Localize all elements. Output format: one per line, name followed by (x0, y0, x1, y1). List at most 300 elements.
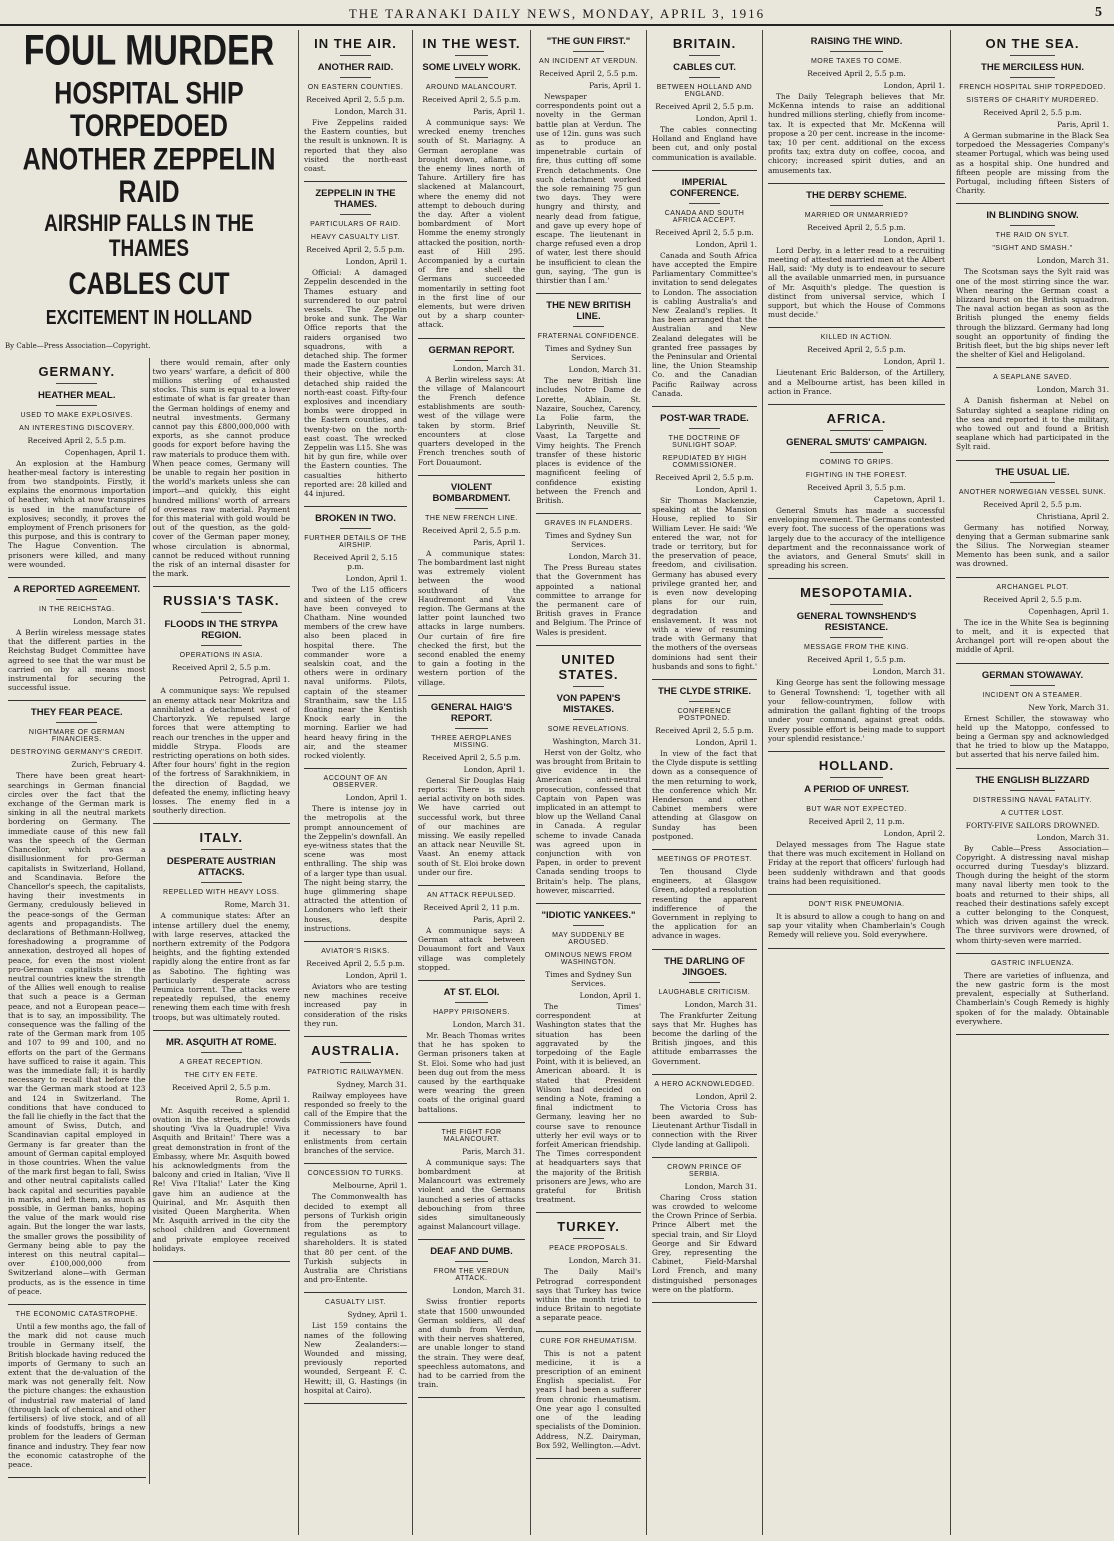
section-subheading: "THE GUN FIRST." (546, 36, 631, 47)
article (956, 210, 1109, 359)
article-body: A Berlin wireless message states that the different parties in the Reichstag Budget Committee have agreed to see that the war must be carried on by all means most instrumental for securing the successful issue. (8, 628, 146, 693)
article-body: Ernest Schiller, the stowaway who held up the Matoppo, confessed to being a German spy and acknowledged that he tried to blow up the Matappo, but asserted that his nerve failed him. (956, 713, 1109, 760)
section-kicker: ARCHANGEL PLOT. (996, 583, 1069, 591)
place-dateline: Rome, April 1. (235, 1094, 290, 1104)
section-subheading: ZEPPELIN IN THE THAMES. (315, 188, 396, 211)
place-dateline: London, April 2. (883, 828, 945, 838)
section-subheading: VON PAPEN'S MISTAKES. (556, 692, 621, 715)
received-dateline: Received April 2, 5.5 p.m. (27, 435, 126, 445)
section-kicker: NIGHTMARE OF GERMAN FINANCIERS. (28, 729, 125, 744)
article-body: The Frankfurter Zeitung says that Mr. Hughes has become the darling of the British jingoes, and this attitude embarrasses the Government. (652, 1010, 757, 1066)
article-separator (153, 586, 291, 587)
section-subheading: GENERAL TOWNSHEND'S RESISTANCE. (796, 611, 917, 634)
place-dateline: London, April 1. (883, 234, 945, 244)
article-body: Mr. Beach Thomas writes that he has spoken to German prisoners taken at St. Eloi. Some who had just been dug out from the mess caused by the earthquake were wearing the green coats of the original guard battalions. (418, 1031, 525, 1114)
section-subheading: DESPERATE AUSTRIAN ATTACKS. (166, 856, 276, 879)
article-separator (768, 578, 945, 579)
article-body: Aviators who are testing new machines receive increased pay in consideration of the risks they run. (304, 982, 407, 1028)
heading-rule (201, 882, 242, 883)
received-dateline: Received April 2, 11 p.m. (808, 816, 905, 826)
article (768, 758, 945, 886)
article-separator (956, 768, 1109, 769)
section-kicker: CASUALTY LIST. (324, 1299, 387, 1307)
section-kicker: PEACE PROPOSALS. (549, 1245, 628, 1253)
place-dateline: London, March 31. (334, 107, 407, 116)
article (304, 775, 407, 933)
received-dateline: Times and Sydney Sun Services. (545, 969, 632, 988)
section-kicker: USED TO MAKE EXPLOSIVES. (20, 411, 133, 419)
heading-rule (573, 925, 605, 926)
place-dateline: London, April 2. (695, 1091, 757, 1101)
article-body: A German submarine in the Black Sea torpedoed the Messageries Company's steamer Portugal, which was being used as a hospital ship. One hundred and fifteen people are missing from the Portugal, including fifteen Sisters of Charity. (956, 131, 1109, 196)
heading-rule (1010, 790, 1056, 791)
heading-rule (573, 51, 605, 52)
section-kicker: THE RAID ON SYLT. (995, 232, 1070, 240)
received-dateline: Received April 2, 5.5 p.m. (655, 227, 754, 237)
article-separator (153, 823, 291, 824)
place-dateline: London, March 31. (452, 1020, 525, 1029)
article (536, 300, 641, 505)
article-body: By Cable—Press Association—Copyright. A distressing naval mishap occurred during Tuesday's blizzard. Though during the height of the storm many naval liberty men took to the boats and returned to their ships, all reached their destinations safely except a cutter belonging to the Conquest, which was driven against the wreck. The three survivors were drowned, of whom thirty-seven were married. (956, 843, 1109, 945)
place-dateline: Washington, March 31. (552, 736, 641, 746)
article-body: There are varieties of influenza, and the new gastric form is the most prevalent, especially at Sutherland. Chamberlain's Cough Remedy is highly spoken of for the malady. Obtainable everywhere. (956, 970, 1109, 1026)
section-kicker: MARRIED OR UNMARRIED? (804, 211, 909, 219)
received-dateline: Received April 2, 5.5 p.m. (807, 222, 906, 232)
section-heading: TURKEY. (557, 1219, 620, 1235)
article-body: Delayed messages from The Hague state that there was much excitement in Holland on Friday at the report that officers' furlough had been suddenly withdrawn and that goods trains had been requisitioned. (768, 839, 945, 886)
section-subheading: CABLES CUT. (673, 62, 736, 73)
article-separator (956, 460, 1109, 461)
received-dateline: Received April 2, 5.5 p.m. (655, 725, 754, 735)
article-body: Sir Thomas Mackenzie, speaking at the Mansion House, replied to Sir William Lever. He said: 'We entered the war, not for trade or territory, but for the preservation of peace, freedom, and civilisation. Germany has abused every privilege granted her, and is even now developing plans for our ruin, degradation and enslavement. It was not with a view of resuming trade with Germany that the mothers of the overseas dominions had sent their husbands and sons to fight.' (652, 496, 758, 671)
section-subheading: GENERAL SMUTS' CAMPAIGN. (786, 437, 927, 449)
section-subheading: FLOODS IN THE STRYPA REGION. (164, 619, 278, 642)
received-dateline: Received April 2, 5.5 p.m. (422, 525, 521, 535)
article-separator (418, 1122, 525, 1123)
received-dateline: Received April 2, 11 p.m. (423, 902, 520, 912)
banner-airship-thames: AIRSHIP FALLS IN THE THAMES (44, 210, 254, 262)
section-heading: RUSSIA'S TASK. (162, 593, 280, 609)
article-separator (956, 1034, 1109, 1035)
heading-rule (1010, 225, 1056, 226)
place-dateline: Paris, April 1. (473, 107, 525, 116)
section-kicker: CONFERENCE POSTPONED. (677, 707, 732, 722)
article-body: Two of the L15 officers and sixteen of the crew have been conveyed to Chatham. Nine wounded members of the crew have also been placed in hospital there. The commander wore a sealskin coat, and the others were in ordinary naval uniforms. Pilots, captain of the steamer Stranthaim, saw the L15 floating near the Kentish Knock early in the morning. Earlier we had heard heavy firing in the air, and the steamer rocked violently. (304, 585, 407, 760)
heading-rule (340, 214, 371, 215)
column-verdun-usa (530, 30, 646, 1535)
section-subheading: THE NEW BRITISH LINE. (546, 300, 631, 323)
section-kicker: FRATERNAL CONFIDENCE. (537, 333, 640, 341)
received-dateline: Times and Sydney Sun Services. (545, 344, 632, 363)
section-kicker: A SEAPLANE SAVED. (993, 374, 1072, 382)
received-dateline: Received April 1, 5.5 p.m. (807, 655, 906, 665)
article-body: Germany has notified Norway, denying that a German submarine sank the Silius. The Norwegian steamer Memento has been sunk, and a sailor was drowned. (956, 522, 1109, 569)
article-separator (768, 404, 945, 405)
place-dateline: London, April 1. (463, 764, 525, 774)
section-kicker: COMING TO GRIPS. (819, 459, 894, 467)
article-separator (8, 1477, 146, 1478)
section-subheading: HEATHER MEAL. (38, 389, 116, 401)
section-kicker: AN INCIDENT AT VERDUN. (539, 58, 638, 65)
place-dateline: London, April 1. (695, 737, 757, 747)
section-subkicker: A CUTTER LOST. (1000, 809, 1064, 817)
section-kicker: PARTICULARS OF RAID. (310, 221, 401, 229)
article (153, 593, 291, 815)
article-body: A communique says: We wrecked enemy trenches south of St. Mariagny. A German aeroplane was brought down, aflame, in the enemy lines north of Tahure. Artillery fire has slackened at Malancourt, where the enemy did not attempt to debouch during the day. After a violent bombardment of Mort Homme the enemy strongly attacked the position, north-east of Hill 295. Accompanied by a curtain of fire and shell the Germans succeeded momentarily in setting foot in the first line of our elements, but were driven out by a sharp counter-attack. (418, 118, 525, 330)
article-body: An explosion at the Hamburg heather-meal factory is interesting from two standpoints. Firstly, it explains the enormous importation of heather, which at now transpires is used in the manufacture of explosives; secondly, it proves the employment of French prisoners for this purpose, and this is contrary to The Hague Convention. The prisoners were killed, and many were wounded. (8, 458, 146, 569)
section-subheading: DEAF AND DUMB. (430, 1246, 513, 1258)
article-body: A communique says: A German attack between Douaumont fort and Vaux village was completely stopped. (418, 925, 525, 972)
article-body: A communique says: We repulsed an enemy attack near Mokritza and annihilated a detachment west of Chartoryzk. We repulsed large forces that were attempting to reach our trenches in the upper and middle Strypa. Floods are restricting operations on both sides. After four hours' fight in the region of the fortress of Sarakhnikiem, in the direction of Bagdad, we defeated the enemy, inflicting heavy losses. The enemy fled in a southerly direction. (152, 686, 290, 816)
heading-rule (689, 701, 721, 702)
place-dateline: London, March 31. (1036, 832, 1109, 842)
article-separator (956, 577, 1109, 578)
section-kicker: MEETINGS OF PROTEST. (657, 855, 752, 863)
place-dateline: London, April 1. (883, 357, 945, 367)
article (304, 188, 407, 498)
place-dateline: Paris, April 1. (473, 537, 525, 547)
heading-rule (455, 728, 487, 729)
article-separator (652, 406, 757, 407)
section-subheading: A REPORTED AGREEMENT. (13, 584, 140, 596)
place-dateline: Paris, April 2. (473, 914, 525, 924)
article-body: Charing Cross station was crowded to welcome the Crown Prince of Serbia. Prince Albert met the special train, and Sir Lloyd George and Sir Edward Grey, representing the Cabinet, Field-Marshal Lord French, and many distinguished personages were on the platform. (652, 1192, 757, 1294)
received-dateline: Received April 2, 5.5 p.m. (655, 102, 754, 111)
article-separator (153, 1261, 291, 1262)
received-dateline: FORTY-FIVE SAILORS DROWNED. (965, 820, 1100, 830)
article (652, 1164, 757, 1294)
section-kicker: FURTHER DETAILS OF THE AIRSHIP. (304, 535, 407, 550)
place-dateline: London, April 1. (695, 239, 757, 249)
place-dateline: London, March 31. (684, 1181, 757, 1191)
section-kicker: CURE FOR RHEUMATISM. (540, 1337, 637, 1345)
place-dateline: Copenhagen, April 1. (64, 447, 146, 457)
article (536, 652, 641, 895)
heading-rule (201, 612, 242, 613)
article-body: King George has sent the following message to General Townshend: 'I, together with all your fellow-countrymen, follow with admiration the gallant fighting of the troops under your command, against great odds. Every possible effort is being made to support your splendid resistance.' (768, 678, 945, 743)
section-subkicker: "SIGHT AND SMASH." (992, 245, 1073, 253)
place-dateline: London, March 31. (1036, 256, 1109, 266)
article (418, 36, 525, 330)
article-body: There is intense joy in the metropolis at the prompt announcement of the Zeppelin's downfall. An eye-witness states that the scene was most enthralling. The ship was of a larger type than usual. The night being starry, the huge glimmering shape attracted the attention of Londoners who left their houses, despite instructions. (304, 804, 407, 933)
article-separator (304, 941, 407, 942)
heading-rule (1010, 55, 1056, 56)
place-dateline: Paris, April 1. (589, 81, 641, 90)
article-body: A communique says: The bombardment at Malancourt was extremely violent and the Germans launched a series of attacks debouching from three sides simultaneously against Malancourt village. (418, 1157, 525, 1232)
section-subkicker: THE CITY EN FETE. (184, 1071, 259, 1079)
place-dateline: London, April 1. (579, 990, 641, 1000)
article-body: The Daily Telegraph believes that Mr. McKenna intends to raise an additional hundred millions sterling, chiefly from income-tax. It is expected that Mr. McKenna will propose a 20 per cent. increase in the income-tax; 10 per cent. additional on the excess profits tax; extra duty on coffee, cocoa, and chicory; increased spirit duties, and an amusements tax. (768, 92, 945, 175)
place-dateline: London, March 31. (1036, 385, 1109, 395)
article-separator (956, 953, 1109, 954)
section-kicker: BUT WAR NOT EXPECTED. (806, 805, 907, 813)
received-dateline: Received April 2, 5.5 p.m. (306, 245, 405, 255)
article (768, 411, 945, 570)
article-separator (304, 1403, 407, 1404)
article-separator (652, 1157, 757, 1158)
section-subkicker: SISTERS OF CHARITY MURDERED. (966, 97, 1099, 104)
heading-rule (1010, 685, 1056, 686)
article (768, 901, 945, 940)
article-separator (418, 885, 525, 886)
section-kicker: CROWN PRINCE OF SERBIA. (667, 1163, 742, 1178)
article-separator (768, 183, 945, 184)
heading-rule (573, 686, 605, 687)
heading-rule (340, 77, 371, 78)
heading-rule (830, 604, 883, 605)
article (418, 482, 525, 687)
place-dateline: London, March 31. (568, 1256, 641, 1266)
article-separator (418, 1397, 525, 1398)
received-dateline: Received April 2, 5.5 p.m. (172, 1082, 271, 1092)
heading-rule (340, 55, 371, 56)
heading-rule (573, 1238, 605, 1239)
heading-rule (1010, 77, 1056, 78)
place-dateline: New York, March 31. (1028, 702, 1109, 712)
section-kicker: CANADA AND SOUTH AFRICA ACCEPT. (664, 209, 745, 224)
section-kicker: AN ATTACK REPULSED. (427, 891, 516, 899)
article-body: List 159 contains the names of the following New Zealanders:—Wounded and missing, previously reported wounded, Sergeant F. C. Hewitt; ill, G. Hastings (in hospital at Cairo). (304, 1321, 407, 1395)
article-separator (418, 338, 525, 339)
column-front (0, 30, 298, 1535)
section-heading: IN THE WEST. (422, 36, 521, 51)
place-dateline: London, March 31. (452, 363, 525, 373)
article (956, 670, 1109, 760)
section-kicker: ANOTHER NORWEGIAN VESSEL SUNK. (958, 488, 1107, 496)
article-separator (418, 695, 525, 696)
article (153, 1037, 291, 1253)
article-separator (536, 513, 641, 514)
heading-rule (830, 51, 883, 52)
section-subheading: THE ENGLISH BLIZZARD (975, 774, 1090, 786)
section-subheading: MR. ASQUITH AT ROME. (166, 1036, 277, 1048)
section-heading: MESOPOTAMIA. (800, 585, 913, 601)
section-subkicker: HEAVY CASUALTY LIST. (310, 234, 401, 242)
heading-rule (689, 55, 721, 56)
article-separator (768, 894, 945, 895)
article (418, 702, 525, 877)
section-subheading: THEY FEAR PEACE. (30, 707, 123, 719)
received-dateline: Received April 2, 5.5 p.m. (655, 473, 754, 483)
section-kicker: OPERATIONS IN ASIA. (179, 652, 263, 660)
article (418, 345, 525, 467)
column-raising-wind (762, 30, 950, 1535)
heading-rule (340, 528, 371, 529)
heading-rule (201, 1052, 242, 1053)
section-kicker: REPELLED WITH HEAVY LOSS. (163, 889, 280, 897)
section-kicker: A HERO ACKNOWLEDGED. (654, 1080, 755, 1088)
banner-holland: EXCITEMENT IN HOLLAND (45, 307, 253, 329)
section-subheading: THE USUAL LIE. (995, 466, 1070, 478)
article-body: The ice in the White Sea is beginning to melt, and it is expected that Archangel port will re-open about the middle of April. (956, 617, 1109, 655)
section-subheading: "IDIOTIC YANKEES." (541, 909, 636, 921)
front-subcolumns (5, 358, 293, 1485)
article (956, 467, 1109, 569)
heading-rule (56, 722, 97, 723)
subcolumn-russia (149, 358, 294, 1485)
place-dateline: Capetown, April 1. (873, 495, 945, 505)
section-kicker: CONCESSION TO TURKS. (307, 1170, 404, 1178)
press-credit: By Cable—Press Association—Copyright. (5, 341, 151, 350)
article-body: Railway employees have responded so freely to the call of the Empire that the Commissioners have found it necessary to bar enlistments from certain branches of the service. (304, 1091, 407, 1156)
article-body: It is absurd to allow a cough to hang on and sap your vitality when Chamberlain's Cough Remedy will relieve you. Sold everywhere. (768, 911, 945, 940)
section-subkicker: FIGHTING IN THE FOREST. (805, 472, 908, 480)
heading-rule (573, 719, 605, 720)
section-kicker: AVIATOR'S RISKS. (321, 948, 390, 955)
place-dateline: Sydney, April 1. (347, 1310, 407, 1320)
place-dateline: Sydney, March 31. (336, 1080, 407, 1090)
section-kicker: GASTRIC INFLUENZA. (991, 959, 1074, 967)
article-separator (153, 1030, 291, 1031)
banner-foul-murder: FOUL MURDER (23, 30, 275, 75)
section-kicker: PATRIOTIC RAILWAYMEN. (307, 1069, 404, 1077)
heading-rule (830, 777, 883, 778)
article-separator (652, 949, 757, 950)
article (768, 36, 945, 175)
received-dateline: Received April 2, 5.15 p.m. (313, 553, 398, 572)
place-dateline: London, March 31. (73, 617, 146, 627)
article-body: The cables connecting Holland and England have been cut, and only postal communication is available. (652, 125, 757, 162)
section-subheading: THE MERCILESS HUN. (981, 62, 1084, 73)
place-dateline: Christiana, April 2. (1036, 511, 1109, 521)
section-kicker: INCIDENT ON A STEAMER. (982, 691, 1083, 699)
article-separator (304, 1292, 407, 1293)
heading-rule (830, 430, 883, 431)
article (956, 584, 1109, 655)
article-body: This is not a patent medicine, it is a prescription of an eminent English specialist. For years I had been a sufferer from chronic rheumatism. One year ago I consulted one of the leading specialists of the Dominion. Address, N.Z. Dairyman, Box 592, Wellington.—Advt. (536, 1348, 641, 1450)
received-dateline: Received April 2, 5.5 p.m. (306, 95, 405, 104)
heading-rule (340, 1062, 371, 1063)
article (153, 830, 291, 1021)
section-heading: GERMANY. (38, 363, 116, 379)
place-dateline: London, March 31. (684, 999, 757, 1009)
section-heading: BRITAIN. (672, 36, 737, 51)
article (8, 584, 146, 692)
subcolumn-germany (5, 358, 149, 1485)
article-body: Swiss frontier reports state that 1500 unwounded German soldiers, all deaf and dumb from Verdun, with their nerves shattered, are unable longer to stand the strain. They were deaf, speechless automatons, and had to be carried from the train. (418, 1297, 525, 1390)
article-body: Official: A damaged Zeppelin descended in the Thames estuary and surrendered to our patrol vessels. The Zeppelin broke and sunk. The War Office reports that the raiders organised two squadrons, with a detached ship. The former made the Eastern counties their objective, while the detached ship raided the north-east coast. Fifty-four explosives and incendiary bombs were dropped in the Eastern counties, and twenty-two on the north-east coast. The wrecked Zeppelin was L15. She was hit by gun fire, while over the Eastern counties. The casualties hitherto reported are: 28 killed and 44 injured. (304, 268, 407, 499)
masthead (0, 4, 1114, 26)
place-dateline: Paris, April 1. (1057, 120, 1109, 129)
article-body: The Scotsman says the Sylt raid was one of the most stirring since the war. When nearing the German coast a blizzard burst on the British squadron. The naval action began as soon as the British plunged the enemy fields through the blizzard. Germany had long sought an opportunity of finding the British fleet, but the big ships never left the shelter of Kiel and Heligoland. (956, 267, 1109, 360)
article-body: Ten thousand Clyde engineers, at Glasgow Green, adopted a resolution resenting the apparent indifference of the Government in replying to the application for an advance in wages. (652, 866, 757, 941)
article-body: Canada and South Africa have accepted the Empire Parliamentary Committee's invitation to send delegates to London. The association is cabling Australia's and New Zealand's replies. It has been arranged that the Australian and New Zealand delegates will be granted free passages by the Peninsular and Oriental line, the Union Steamship Co. and the Canadian Pacific Railway across Canada. (652, 250, 757, 398)
received-dateline: Received April 2, 5.5 p.m. (539, 69, 638, 78)
place-dateline: London, April 1. (345, 793, 407, 803)
section-heading: ITALY. (199, 830, 244, 846)
article-separator (8, 577, 146, 578)
section-subheading: SOME LIVELY WORK. (422, 62, 521, 73)
article (956, 775, 1109, 945)
section-kicker: ACCOUNT OF AN OBSERVER. (323, 775, 388, 790)
article-body: The Press Bureau states that the Government has appointed a national committee to arrange for the permanent care of British graves in France and Belgium. The Prince of Wales is president. (536, 563, 641, 637)
article-separator (8, 700, 146, 701)
place-dateline: Rome, March 31. (224, 900, 290, 910)
section-kicker: HAPPY PRISONERS. (433, 1009, 510, 1016)
heading-rule (830, 799, 883, 800)
article (304, 513, 407, 760)
article-separator (418, 1239, 525, 1240)
article-separator (768, 327, 945, 328)
place-dateline: London, March 31. (568, 552, 641, 562)
section-subheading: THE CLYDE STRIKE. (657, 685, 752, 697)
article (652, 1081, 757, 1149)
section-kicker: MORE TAXES TO COME. (810, 58, 903, 65)
place-dateline: Zurich, February 4. (71, 760, 146, 770)
article (652, 36, 757, 162)
article-separator (652, 1074, 757, 1075)
article-body: The Daily Mail's Petrograd correspondent says that Turkey has twice within the month tried to induce Britain to negotiate a separate peace. (536, 1267, 641, 1323)
place-dateline: London, April 1. (695, 485, 757, 495)
place-dateline: London, April 1. (695, 114, 757, 123)
article-body: There have been great heart-searchings in German financial circles over the fact that the exchange of the German mark is sinking in all the neutral markets bordering on Germany. The immediate cause of this new fall was the speech of the German Chancellor, which was a disillusionment for pro-German capitalists in Switzerland, Holland, and Scandinavia. Before the Chancellor's speech, the capitalists, having their investments in Germany, credulously believed in the peace-songs of the German agents and propagandists. The declarations of Bethmann-Hollweg, foreshadowing a programme of annexation, destroyed all hopes of peace, for even the most violent pro-German capitalists in the neutral countries knew the strength of the Allies well enough to realise that such a peace is a German peace, and not a European peace—that is to say, an impossibility. The consequence was the falling of the rate of the German mark from 105 and 107 to 99 and 100, and no efforts on the part of the Germans have sufficed to raise it again. This was the immediate fall; it is hardly necessary to recall that before the war the German mark stood at 123 and 124 in Switzerland. The conditions that have conduced to the fall lie chiefly in the fact that the amount of Swiss, Dutch, and Scandinavian capital employed in Germany is far greater than the amount of German capital employed in those countries. When the value of the mark first began to fall, Swiss and other neutral capitalists called back capital and securities payable in marks, and left them, as much as possible, in German banks, hoping the value of the mark would rise again. But the longer the war lasts, the smaller grows the possibility of Germany being able to pay the interest on this neutral capital—over £100,000,000 from Switzerland alone—with German products, as is the essence in time of peace. (8, 771, 146, 1296)
section-kicker: THE NEW FRENCH LINE. (425, 514, 518, 522)
article (768, 334, 945, 396)
heading-rule (455, 360, 487, 361)
section-kicker: THE ECONOMIC CATASTROPHE. (15, 1311, 138, 1319)
banner-zeppelin-raid: ANOTHER ZEPPELIN RAID (22, 142, 276, 211)
section-subheading: AT ST. ELOI. (443, 987, 500, 998)
article (153, 358, 291, 579)
received-dateline: Received April 2, 5.5 p.m. (807, 69, 906, 78)
heading-rule (455, 1261, 487, 1262)
heading-rule (455, 508, 487, 509)
section-kicker: ON EASTERN COUNTIES. (307, 84, 404, 91)
heading-rule (455, 1002, 487, 1003)
article (418, 987, 525, 1114)
heading-rule (573, 326, 605, 327)
article-separator (956, 663, 1109, 664)
article (304, 1043, 407, 1155)
section-subkicker: REPUDIATED BY HIGH COMMISSIONER. (662, 455, 747, 470)
article-separator (536, 293, 641, 294)
section-kicker: SOME REVELATIONS. (547, 725, 630, 733)
section-kicker: DISTRESSING NAVAL FATALITY. (973, 796, 1092, 804)
article (652, 856, 757, 941)
page-number: 5 (1095, 5, 1104, 20)
article (652, 177, 757, 398)
article (418, 1129, 525, 1232)
article-separator (652, 849, 757, 850)
article (768, 190, 945, 320)
section-heading: UNITED STATES. (558, 651, 619, 682)
article-body: Until a few months ago, the fall of the mark did not cause much trouble in Germany itself, the British blockade having reduced the imports of Germany to such an extent that the de-valuation of the mark was not generally felt. Now the picture changes: the exhaustion of industrial raw material of land (through lack of chemical and other fertilisers) of live stock, and of all kinds of foodstuffs, brings a new problem for the leaders of German finance and industry. They fear now the economic catastrophe of the peace. (8, 1322, 146, 1470)
section-subheading: ANOTHER RAID. (317, 62, 394, 73)
article-body: A communique states: The bombardment last night was extremely violent between the wood southward of the Haudremont and Vaux region. The Germans at the latter point launched two attacks in large numbers. Our curtain of fire fire checked the first, but the second enabled the enemy to gain a footing in the western portion of the village. (418, 548, 525, 687)
section-kicker: IN THE REICHSTAG. (38, 606, 115, 614)
place-dateline: London, March 31. (452, 1286, 525, 1296)
article-body: Newspaper correspondents point out a novelty in the German battle plan at Verdun. The use of 12in. guns was such as to produce an impenetrable curtain of fire, thus cutting off some French detachments. One such detachment worked the sole remaining 75 gun two days. They were hungry and thirsty, and nearly dead from fatigue, and gave up every hope of escape. The lieutenant in charge refused even a drop of water, lest there should be insufficient to clean the gun, saying, 'The gun is thirstier than I am.' (536, 92, 641, 286)
banner-cables-cut: CABLES CUT (68, 266, 230, 302)
heading-rule (689, 77, 721, 78)
section-subheading: VIOLENT BOMBARDMENT. (432, 481, 511, 504)
article-separator (418, 980, 525, 981)
article-separator (536, 1212, 641, 1213)
article-body: A Danish fisherman at Nebel on Saturday sighted a seaplane riding on the sea and reported it to the military, who towed out and found a British seaplane which had participated in the Sylt raid. (956, 396, 1109, 452)
received-dateline: Received April 2, 5.5 p.m. (306, 959, 405, 968)
article-separator (304, 181, 407, 182)
section-kicker: GRAVES IN FLANDERS. (544, 520, 633, 528)
article-separator (536, 645, 641, 646)
place-dateline: London, April 1. (345, 574, 407, 584)
place-dateline: London, April 1. (345, 257, 407, 267)
section-kicker: FRENCH HOSPITAL SHIP TORPEDOED. (959, 84, 1106, 91)
section-subheading: BROKEN IN TWO. (315, 513, 396, 525)
article-body: Herst von der Goltz, who was brought from Britain to give evidence in the American anti-neutral prosecution, confessed that Captain von Papen was implicated in an attempt to blow up the Welland Canal in Canada. A regular scheme to invade Canada was agreed upon in conjunction with von Papen, in order to prevent Canada sending troops to Britain's help. The plans, however, miscarried. (536, 747, 641, 895)
article-body: The new British line includes Notre Dame de Lorette, Ablain, St. Nazaire, Souchez, Carency, La Folie farm, the Labyrinth, Neuville St. Vaast, La Targette and Vimy heights. The French transfer of these historic places is evidence of the magnificent feeling of confidence existing between the French and British. (536, 376, 641, 505)
column-britain (646, 30, 762, 1535)
heading-rule (455, 55, 487, 56)
